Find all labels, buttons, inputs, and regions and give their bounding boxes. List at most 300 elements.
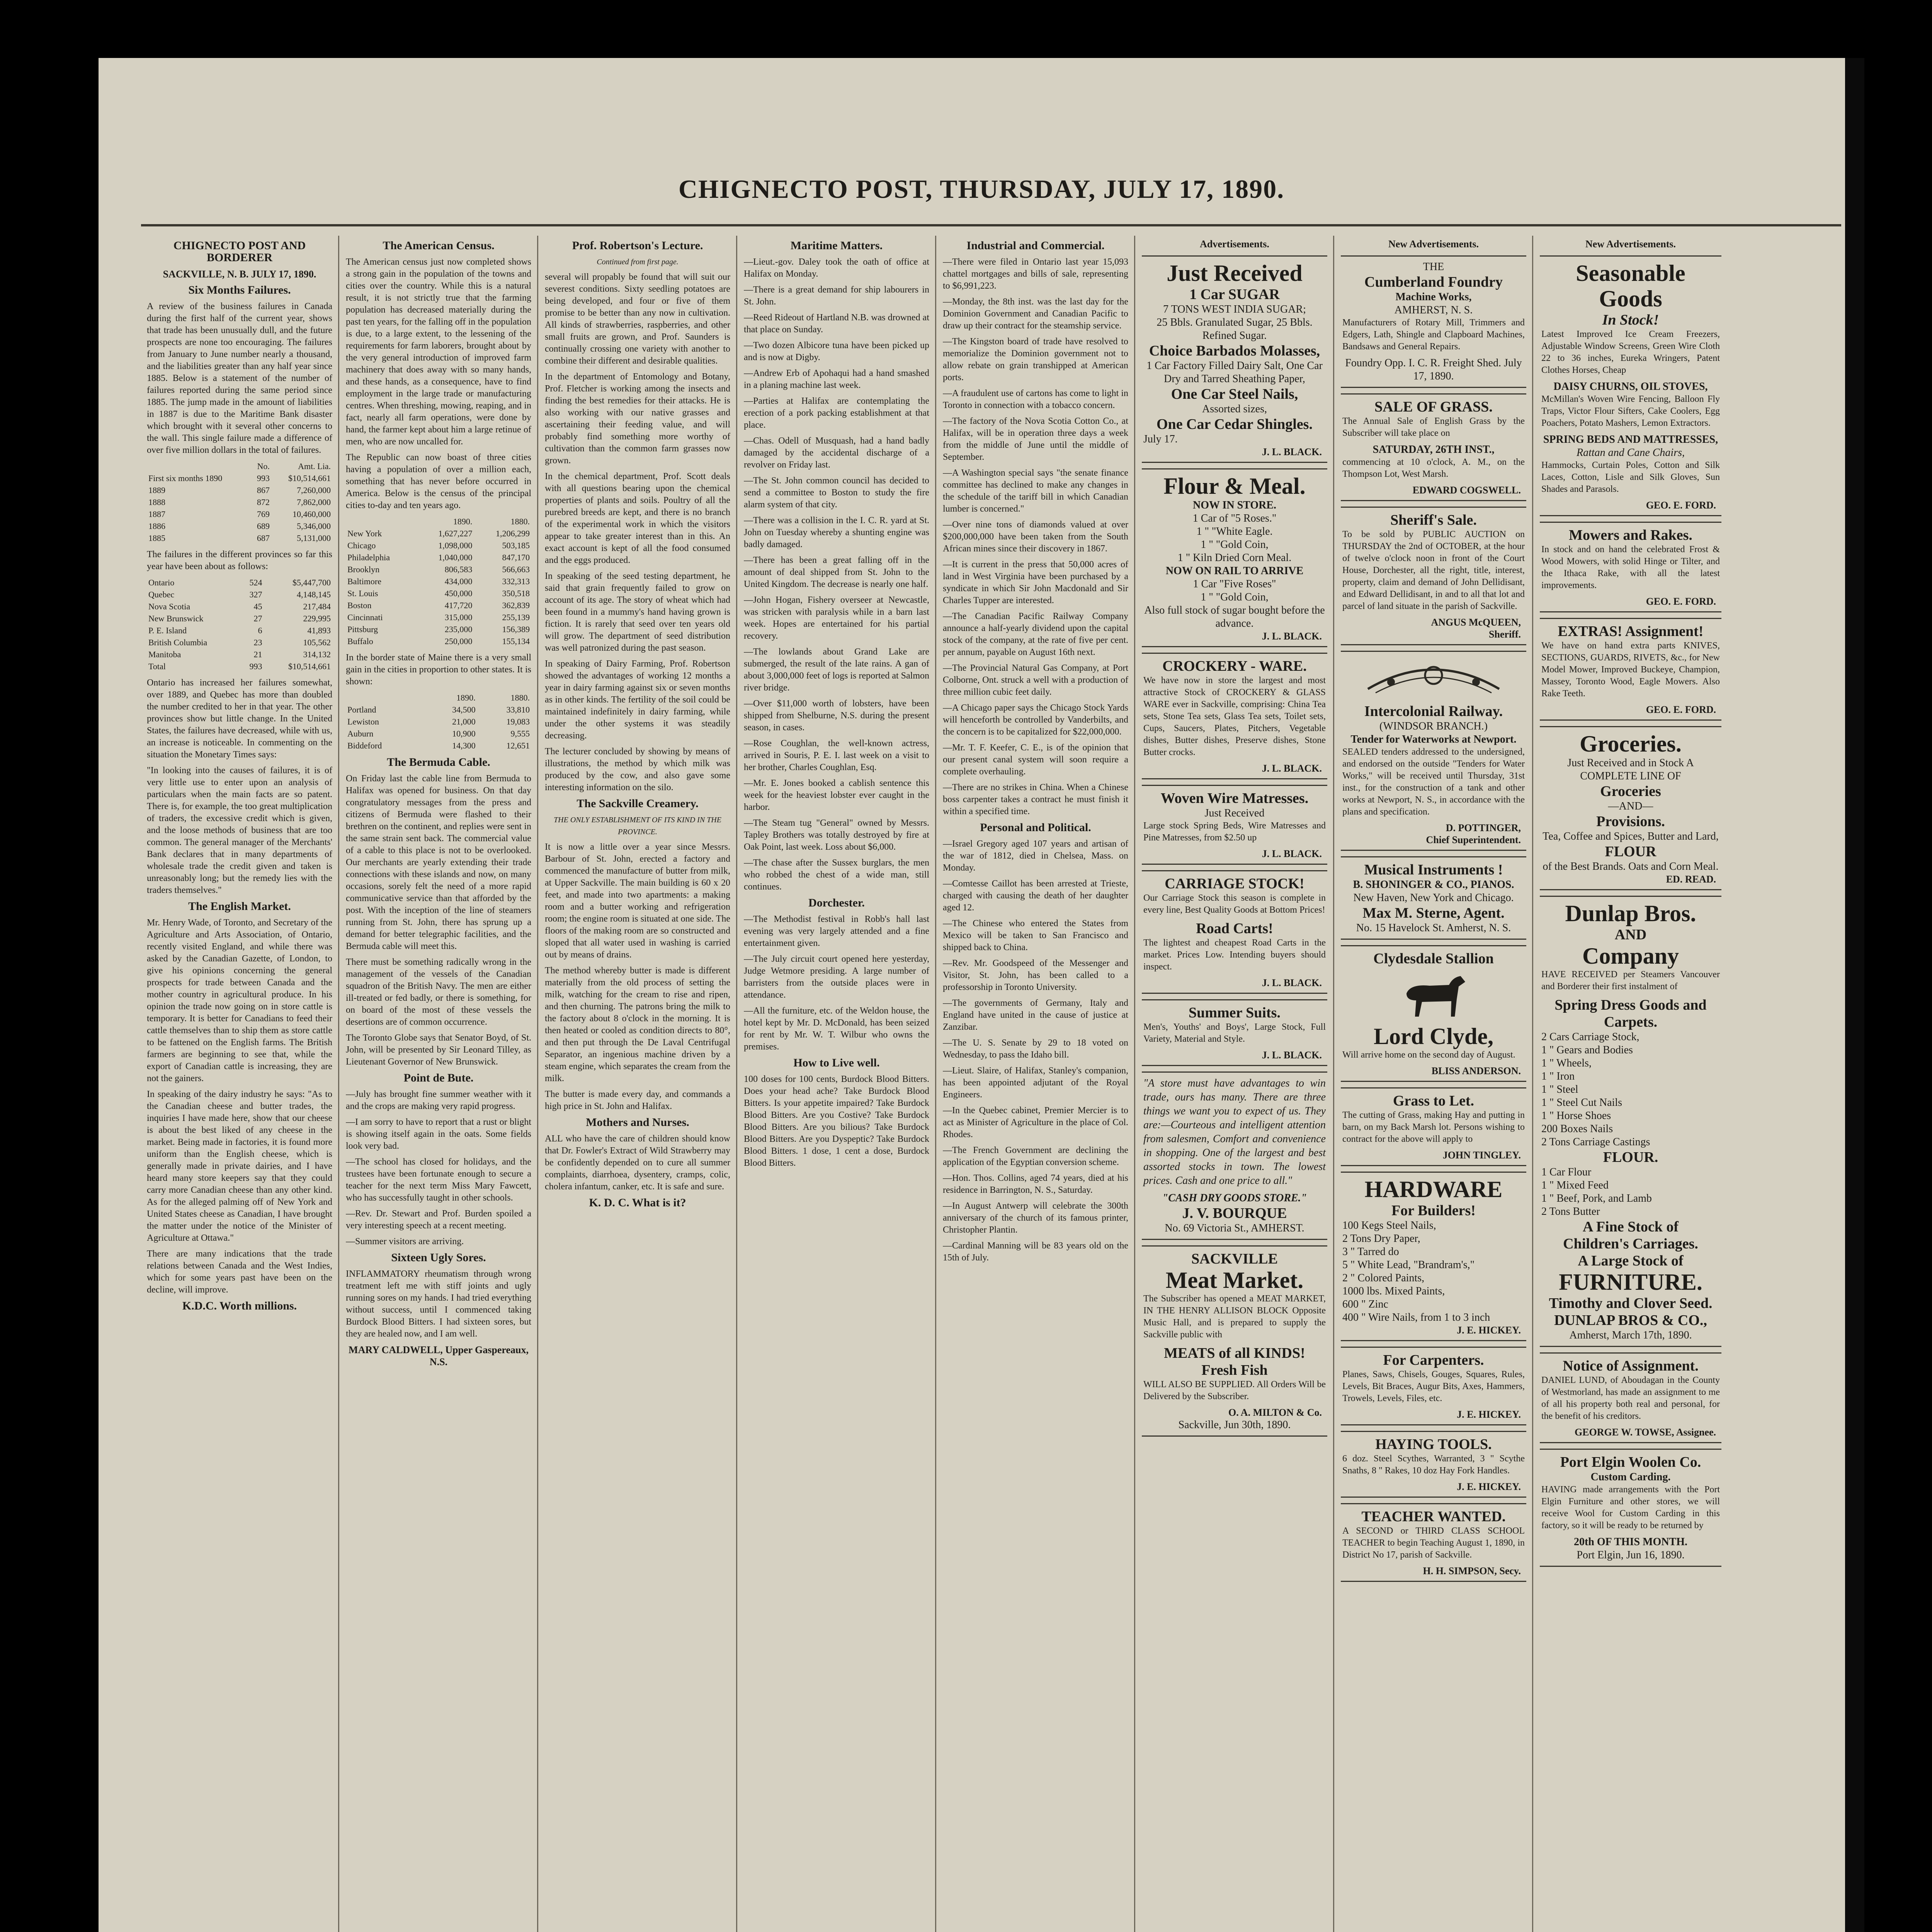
article-paragraph: The method whereby butter is made is different materially from the old process of setting the milk, watching for the cream to rise and ripen, and then churning. The patrons bring the milk to the factory about 8 o'clock in the morning. It is then heated or cooled as condition directs to 80°, and then put through the De Laval Centrifugal Separator, an ingenious machine driven by a steam engine, which separates the cream from the milk.: [545, 966, 730, 1083]
article-paragraph: Ontario has increased her failures somewhat, over 1889, and Quebec has more than doubled the number credited to her in that year. The other provinces show but little change. In the United States, the failures have decreased, while with us, an increase is noticeable. In commenting on the situation the Monetary Times says:: [147, 678, 332, 760]
table-cell: Manitoba: [148, 650, 181, 659]
article-title: The American Census.: [383, 239, 495, 252]
article-paragraph: "In looking into the causes of failures, it is of very little use to enter upon an analysis of particulars when the main facts are so patent. There is, for example, the too great multiplication of traders, the excessive credit which is given, and the loose methods of business that are too common. The general manager of the Merchants' Bank declares that in many departments of wholesale trade the credit given and taken is unreasonably long; but the remedy lies with the traders themselves.": [147, 765, 332, 895]
table-cell: 6: [258, 626, 262, 635]
ad-title: Intercolonial Railway.: [1364, 703, 1503, 719]
table-cell: Portland: [347, 705, 376, 714]
ad-title: HARDWARE: [1364, 1177, 1503, 1202]
article-title: The Bermuda Cable.: [387, 756, 490, 769]
table-row: [147, 600, 332, 612]
ad-railway: [1341, 651, 1526, 851]
ad-body: We have now in store the largest and most attractive Stock of CROCKERY & GLASS WARE ever in Sackville, comprising: China Tea sets, Stone Tea sets, Glass Tea sets, Toilet sets, Cups, Saucers, Plates, Pitchers, Vegetable dishes, Butter dishes, Preserve dishes, Stone Butter crocks.: [1143, 675, 1326, 757]
ad-title: Lord Clyde,: [1373, 1024, 1494, 1049]
ad-body: SEALED tenders addressed to the undersigned, and endorsed on the outside "Tenders for Water Works," will be received until Thursday, 31st inst., for the construction of a tank and other works at Newport, N. S., in accordance with the plans and specification.: [1342, 747, 1525, 817]
news-item: —Lieut. Slaire, of Halifax, Stanley's companion, has been appointed adjutant of the Royal Engineers.: [943, 1066, 1128, 1100]
table-row: [147, 577, 332, 588]
ad-line: SPRING BEDS AND MATTRESSES,: [1543, 434, 1718, 446]
table-row: [147, 624, 332, 636]
ad-title: Grass to Let.: [1393, 1093, 1475, 1109]
news-item: —In the Quebec cabinet, Premier Mercier is to act as Minister of Agriculture in the place of Col. Rhodes.: [943, 1105, 1128, 1139]
ad-hardware: [1341, 1172, 1526, 1341]
ad-haying-tools: [1341, 1431, 1526, 1498]
ad-stallion: [1341, 945, 1526, 1082]
ad-title: Notice of Assignment.: [1563, 1358, 1699, 1374]
paper-heading: CHIGNECTO POST AND BORDERER: [173, 239, 306, 264]
ad-foundry: [1341, 255, 1526, 388]
table-cell: 566,663: [502, 565, 530, 574]
table-cell: 21: [253, 650, 262, 659]
dateline: SACKVILLE, N. B. JULY 17, 1890.: [163, 269, 316, 280]
ad-signature: J. L. BLACK.: [1262, 1049, 1322, 1061]
ad-signature: DUNLAP BROS & CO.,: [1554, 1312, 1707, 1328]
table-cell: Baltimore: [347, 577, 381, 586]
table-cell: 417,720: [444, 600, 473, 610]
ad-body: commencing at 10 o'clock, A. M., on the Thompson Lot, West Marsh.: [1342, 457, 1525, 479]
ad-body: A SECOND or THIRD CLASS SCHOOL TEACHER to begin Teaching August 1, 1890, in District No 17, parish of Sackville.: [1342, 1526, 1525, 1560]
ad-line: 2 " Colored Paints,: [1342, 1272, 1425, 1284]
ad-subtitle: NOW IN STORE.: [1192, 499, 1277, 511]
article-paragraph: In the chemical department, Prof. Scott deals with all questions bearing upon the chemical properties of plants and soils. Poultry of all the purebred breeds are kept, and there is no branch of the experimental work in which the visitors appear to take greater interest than in this. An exact account is kept of all the food consumed and the eggs produced.: [545, 471, 730, 565]
railway-crest-icon: [1360, 658, 1507, 701]
ad-line: Rattan and Cane Chairs,: [1576, 447, 1685, 459]
table-row: [147, 636, 332, 648]
article-title: Industrial and Commercial.: [966, 239, 1105, 252]
masthead: CHIGNECTO POST, THURSDAY, JULY 17, 1890.: [678, 174, 1285, 204]
column-6: [1142, 236, 1327, 1932]
ad-sheriffs-sale: [1341, 507, 1526, 645]
ad-signature: GEO. E. FORD.: [1646, 704, 1716, 715]
table-cell: 45: [253, 602, 262, 611]
table-row: [346, 551, 531, 563]
ad-title: Road Carts!: [1196, 920, 1273, 937]
ad-assignment: [1540, 1352, 1721, 1443]
section-title: New Advertisements.: [1388, 238, 1479, 250]
table-cell: 362,839: [502, 600, 530, 610]
table-row: [346, 599, 531, 611]
ad-signature: J. L. BLACK.: [1262, 977, 1322, 988]
ad-line: One Car Steel Nails,: [1171, 386, 1298, 402]
ad-line: 1 " Mixed Feed: [1541, 1179, 1609, 1191]
news-item: —Rev. Mr. Goodspeed of the Messenger and Visitor, St. John, has been called to a professorship in Toronto University.: [943, 958, 1128, 992]
column-rule: [736, 236, 737, 1932]
ad-mowers: [1540, 522, 1721, 612]
ad-signature: JOHN TINGLEY.: [1442, 1150, 1521, 1161]
maine-table: [346, 692, 531, 752]
column-rule: [1532, 236, 1533, 1932]
news-item: —Summer visitors are arriving.: [346, 1236, 464, 1247]
table-row: [346, 563, 531, 575]
table-cell: 806,583: [444, 565, 473, 574]
ad-line: 1 Car "Five Roses": [1193, 578, 1276, 590]
table-cell: 993: [249, 662, 262, 671]
ad-line: 5 " White Lead, "Brandram's,": [1342, 1259, 1475, 1271]
table-cell: 19,083: [506, 717, 530, 726]
article-paragraph: The lecturer concluded by showing by means of illustrations, the method by which milk was produced by the cow, and also gave some interesting information on the silo.: [545, 747, 730, 793]
article-paragraph: The Republic can now boast of three cities having a population of over a million each, something that has never before occurred in America. Below is the census of the principal cities to-day and ten years ago.: [346, 452, 531, 510]
news-item: —A fraudulent use of cartons has come to light in Toronto in connection with a tobacco concern.: [943, 388, 1128, 410]
table-row: [346, 728, 531, 740]
ad-body: McMillan's Woven Wire Fencing, Balloon Fly Traps, Victor Flour Sifters, Cake Coolers, Egg Poachers, Potato Mashers, Lemon Extractors.: [1541, 394, 1720, 428]
ad-body: Our Carriage Stock this season is complete in every line, Best Quality Goods at Bottom Prices!: [1143, 893, 1326, 915]
ad-body: Men's, Youths' and Boys', Large Stock, Full Variety, Material and Style.: [1143, 1022, 1326, 1044]
article-paragraph: In the department of Entomology and Botany, Prof. Fletcher is working among the insects and finding the best remedies for their attacks. He is also working with our native grasses and ascertaining their feeding value, and will probably find something more worthy of cultivation than the common farm grasses now grown.: [545, 372, 730, 466]
table-header-cell: [346, 692, 423, 704]
article-paragraph: In speaking of the dairy industry he says: "As to the Canadian cheese and butter trades, the inquiries I have made here, show that our cheese is about the best liked of any cheese in the market. Being made in factories, it is found more uniform than the English cheese, which is generally made in private dairies, and I have heard many store keepers say that they could carry more Canadian cheese than any other kind. As for the alleged palming off of New York and United States cheese as Canadian, I have brought the matter under the notice of the Minister of Agriculture at Ottawa.": [147, 1089, 332, 1243]
ad-signature: GEORGE W. TOWSE, Assignee.: [1574, 1427, 1716, 1438]
table-header-cell: Amt. Lia.: [298, 461, 331, 471]
table-cell: 314,132: [303, 650, 331, 659]
ad-signature: J. V. BOURQUE: [1182, 1205, 1287, 1221]
census-table: [346, 515, 531, 647]
ad-line: Company: [1582, 943, 1679, 969]
ad-title: Meat Market.: [1165, 1267, 1304, 1293]
table-cell: 867: [257, 485, 270, 495]
news-item: —The July circuit court opened here yesterday, Judge Wetmore presiding. A large number of barristers from the outside places were in attendance.: [744, 954, 929, 1000]
column-2: [346, 236, 531, 1932]
ad-title: EXTRAS! Assignment!: [1558, 623, 1704, 639]
table-cell: 687: [257, 533, 270, 543]
ad-body: WILL ALSO BE SUPPLIED. All Orders Will be Delivered by the Subscriber.: [1143, 1379, 1326, 1401]
ad-title: Summer Suits.: [1189, 1005, 1281, 1021]
table-cell: 524: [249, 578, 262, 587]
table-cell: 327: [249, 590, 262, 599]
table-cell: $5,447,700: [293, 578, 331, 587]
news-item: —The U. S. Senate by 29 to 18 voted on Wednesday, to pass the Idaho bill.: [943, 1038, 1128, 1060]
column-rule: [1134, 236, 1135, 1932]
table-cell: 769: [257, 509, 270, 519]
ad-title: Dunlap Bros.: [1565, 901, 1696, 926]
ad-meat-market: [1142, 1245, 1327, 1437]
footer-ad: K. D. C. What is it?: [589, 1196, 686, 1209]
newspaper-page: [99, 58, 1864, 1932]
column-rule: [537, 236, 538, 1932]
ad-title: For Carpenters.: [1383, 1352, 1484, 1368]
ad-line: 1 Car Factory Filled Dairy Salt, One Car Dry and Tarred Sheathing Paper,: [1146, 360, 1323, 385]
ad-signature: GEO. E. FORD.: [1646, 596, 1716, 607]
ad-line: 400 " Wire Nails, from 1 to 3 inch: [1342, 1311, 1490, 1323]
ad-date: Port Elgin, Jun 16, 1890.: [1577, 1549, 1685, 1561]
table-cell: 10,460,000: [293, 509, 331, 519]
article-title: Prof. Robertson's Lecture.: [572, 239, 703, 252]
ad-body: 100 doses for 100 cents, Burdock Blood Bitters. Does your head ache? Take Burdock Blood Bitters. Is your appetite impaired? Take Burdock Blood Bitters. Are you Costive? Take Burdock Blood Bitters. Are you bilious? Take Burdock Blood Bitters. Are you Dyspeptic? Take Burdock Blood Bitters. 1 dose, 1 cent a dose, Burdock Blood Bitters.: [744, 1074, 929, 1168]
table-cell: Boston: [347, 600, 372, 610]
column-rule: [338, 236, 339, 1932]
table-cell: 155,134: [502, 636, 530, 646]
table-header-row: [346, 692, 531, 704]
ad-title: Just Received: [1167, 260, 1303, 286]
news-item: —There is a great demand for ship labourers in St. John.: [744, 285, 929, 307]
ad-line: Children's Carriages.: [1563, 1236, 1698, 1252]
article-title: Six Months Failures.: [188, 284, 291, 296]
ad-body: The cutting of Grass, making Hay and putting in barn, on my Back Marsh lot. Persons wishing to contract for the above will apply to: [1342, 1110, 1525, 1144]
ad-body: The Subscriber has opened a MEAT MARKET, IN THE HENRY ALLISON BLOCK Opposite Music Hall, and is prepared to supply the Sackville public with: [1143, 1294, 1326, 1340]
ad-dry-goods: [1142, 1071, 1327, 1240]
article-title: The Sackville Creamery.: [577, 797, 699, 810]
ad-signature: J. E. HICKEY.: [1457, 1325, 1521, 1336]
table-cell: New York: [347, 529, 382, 538]
ad-line: 1 " Beef, Pork, and Lamb: [1541, 1192, 1652, 1204]
news-item: —The Methodist festival in Robb's hall last evening was very largely attended and a fine entertainment given.: [744, 914, 929, 948]
ad-flour: [1142, 468, 1327, 647]
article-title: Mothers and Nurses.: [586, 1116, 689, 1129]
ad-body: In stock and on hand the celebrated Frost & Wood Mowers, with solid Hinge or Tilter, and the Ithaca Rake, with all the latest improvements.: [1541, 544, 1720, 590]
article-title: Maritime Matters.: [790, 239, 883, 252]
table-header-cell: 1890.: [453, 517, 473, 526]
table-header-cell: 1880.: [510, 693, 530, 702]
ad-line: 7 TONS WEST INDIA SUGAR;: [1163, 303, 1306, 315]
ad-line: 1 Car Flour: [1541, 1166, 1592, 1178]
table-cell: $10,514,661: [288, 662, 331, 671]
ad-body: Latest Improved Ice Cream Freezers, Adjustable Window Screens, Green Wire Cloth 22 to 36 inches, Eureka Wringers, Patent Clothes Horses, Cheap: [1541, 329, 1720, 375]
table-header-cell: No.: [257, 461, 270, 471]
ad-body: We have on hand extra parts KNIVES, SECTIONS, GUARDS, RIVETS, &c., for New Model Mower, Improved Buckeye, Champion, Massey, Toronto Wood, Eagle Mowers. Also Rake Teeth.: [1541, 641, 1720, 699]
table-cell: Ontario: [148, 578, 175, 587]
article-subtitle: Continued from first page.: [597, 258, 679, 266]
ad-line: 1 " Steel Cut Nails: [1541, 1097, 1622, 1109]
ad-matresses: [1142, 785, 1327, 865]
ad-extras: [1540, 618, 1721, 721]
ad-title: HAYING TOOLS.: [1375, 1436, 1492, 1452]
table-cell: Buffalo: [347, 636, 373, 646]
table-cell: Auburn: [347, 729, 374, 738]
table-cell: 105,562: [303, 638, 331, 647]
news-item: —A Chicago paper says the Chicago Stock Yards will henceforth be controlled by Vanderbilts, and the concern is to be capitalized for $22,000,000.: [943, 703, 1128, 737]
table-cell: 1889: [148, 485, 165, 495]
news-item: —Israel Gregory aged 107 years and artisan of the war of 1812, died in Chelsea, Mass. on Monday.: [943, 839, 1128, 873]
table-cell: 156,389: [502, 624, 530, 634]
ad-address: No. 69 Victoria St., AMHERST.: [1165, 1222, 1304, 1234]
news-item: —The Canadian Pacific Railway Company announce a half-yearly dividend upon the capital stock of the company, at the rate of five per cent. per annum, payable on August 16th next.: [943, 611, 1128, 657]
table-cell: Quebec: [148, 590, 175, 599]
ad-signature: MARY CALDWELL, Upper Gaspereaux, N.S.: [349, 1344, 529, 1367]
news-item: —Two dozen Albicore tuna have been picked up and is now at Digby.: [744, 340, 929, 362]
table-cell: First six months 1890: [148, 473, 223, 483]
article-paragraph: There must be something radically wrong in the management of the vessels of the Canadian squadron of the British Navy. The men are either ill-treated or fed badly, or there is something, for on board of the most of these vessels the desertions are of common occurrence.: [346, 957, 531, 1027]
table-cell: 872: [257, 497, 270, 507]
news-item: —Mr. T. F. Keefer, C. E., is of the opinion that our present canal system will soon require a complete overhauling.: [943, 743, 1128, 777]
table-row: [346, 623, 531, 635]
ad-signature: EDWARD COGSWELL.: [1412, 485, 1521, 496]
article-subtitle: THE ONLY ESTABLISHMENT OF ITS KIND IN THE PROVINCE.: [554, 816, 721, 836]
ad-line: Assorted sizes,: [1202, 403, 1267, 415]
ad-subtitle: For Builders!: [1391, 1202, 1476, 1219]
news-item: —The factory of the Nova Scotia Cotton Co., at Halifax, will be in operation three days a week from the middle of June until the middle of September.: [943, 416, 1128, 462]
table-cell: 1887: [148, 509, 165, 519]
ad-line: Provisions.: [1596, 813, 1665, 830]
table-row: [147, 612, 332, 624]
ad-title: Woven Wire Matresses.: [1160, 790, 1309, 806]
section-title: Advertisements.: [1200, 238, 1269, 250]
ad-store: "CASH DRY GOODS STORE.": [1162, 1192, 1307, 1204]
news-item: —The lowlands about Grand Lake are submerged, the result of the late rains. A gan of about 3,000,000 feet of logs is reported at Salmon river bridge.: [744, 647, 929, 693]
ad-woolen: [1540, 1449, 1721, 1567]
ad-signature-title: Sheriff.: [1488, 629, 1521, 640]
table-cell: 689: [257, 521, 270, 531]
table-header-row: [346, 515, 531, 527]
table-row: [346, 575, 531, 587]
ad-body: Will arrive home on the second day of August.: [1342, 1050, 1515, 1060]
news-item: —There was a collision in the I. C. R. yard at St. John on Tuesday whereby a shunting engine was badly damaged.: [744, 515, 929, 549]
ad-body: "A store must have advantages to win trade, ours has many. There are three things we want you to expect of us. They are:—Courteous and intelligent attention from salesmen, Comfort and convenience in shopping. One of the largest and best assorted stocks in town. The lowest prices. Cash and one price to all.": [1143, 1077, 1326, 1187]
table-cell: 7,862,000: [297, 497, 331, 507]
table-cell: 10,900: [452, 729, 476, 738]
news-item: —Rev. Dr. Stewart and Prof. Burden spoiled a very interesting speech at a recent meeting.: [346, 1209, 531, 1231]
ad-title: SALE OF GRASS.: [1374, 399, 1493, 415]
ad-carriage: [1142, 870, 1327, 994]
ad-address: No. 15 Havelock St. Amherst, N. S.: [1356, 922, 1511, 934]
ad-line: New Haven, New York and Chicago.: [1353, 892, 1514, 904]
ad-line: 1 " Wheels,: [1541, 1057, 1592, 1069]
ad-seasonable-goods: [1540, 255, 1721, 516]
ad-signature: J. E. HICKEY.: [1457, 1409, 1521, 1420]
ad-line: DAISY CHURNS, OIL STOVES,: [1553, 381, 1708, 393]
ad-line: 1 " "Gold Coin,: [1201, 539, 1269, 551]
failures-table: [147, 460, 332, 544]
table-row: [346, 527, 531, 539]
table-cell: 450,000: [444, 588, 473, 598]
table-row: [346, 704, 531, 716]
news-item: —Rose Coughlan, the well-known actress, arrived in Souris, P. E. I. last week on a visit to her brother, Charles Coughlan, Esq.: [744, 738, 929, 772]
table-row: [147, 588, 332, 600]
ad-signature: J. L. BLACK.: [1262, 446, 1322, 457]
ad-line: 100 Kegs Steel Nails,: [1342, 1219, 1436, 1231]
horse-icon: [1395, 970, 1472, 1020]
table-cell: Cincinnati: [347, 612, 383, 622]
table-cell: 847,170: [502, 553, 530, 562]
ad-signature: ED. READ.: [1666, 874, 1716, 885]
table-row: [346, 716, 531, 728]
table-cell: 255,139: [502, 612, 530, 622]
article-paragraph: The butter is made every day, and commands a high price in St. John and Halifax.: [545, 1089, 730, 1111]
news-item: —Monday, the 8th inst. was the last day for the Dominion Government and Canadian Pacific to draw up their contract for the steamship service.: [943, 297, 1128, 331]
ad-line: 2 Tons Dry Paper,: [1342, 1233, 1420, 1245]
ad-sugar: [1142, 255, 1327, 463]
ad-line: 1 " "White Eagle.: [1196, 526, 1273, 537]
ad-grass-sale: [1341, 393, 1526, 501]
ad-line: Tender for Waterworks at Newport.: [1350, 733, 1517, 745]
column-8: [1540, 236, 1721, 1932]
table-cell: 235,000: [444, 624, 473, 634]
ad-subtitle: Just Received and in Stock A COMPLETE LINE OF: [1567, 757, 1694, 782]
table-row: [147, 532, 332, 544]
ad-title: How to Live well.: [793, 1056, 880, 1069]
ad-line: Also full stock of sugar bought before the advance.: [1144, 604, 1325, 629]
ad-line: Choice Barbados Molasses,: [1149, 343, 1320, 359]
ad-line: AMHERST, N. S.: [1394, 304, 1473, 316]
ad-signature: J. L. BLACK.: [1262, 763, 1322, 774]
article-title: Point de Bute.: [403, 1071, 474, 1084]
ad-title: CROCKERY - WARE.: [1162, 658, 1307, 674]
table-cell: Total: [148, 662, 166, 671]
ad-line: 3 " Tarred do: [1342, 1246, 1399, 1258]
ad-line: Timothy and Clover Seed.: [1549, 1295, 1713, 1311]
ad-line: One Car Cedar Shingles.: [1156, 416, 1313, 432]
ad-signature: J. L. BLACK.: [1262, 848, 1322, 859]
ad-line: Max M. Sterne, Agent.: [1362, 905, 1505, 921]
ad-musical: [1341, 856, 1526, 940]
ad-title: Sixteen Ugly Sores.: [391, 1251, 486, 1264]
ad-line: 20th OF THIS MONTH.: [1573, 1536, 1688, 1548]
ad-subtitle: In Stock!: [1602, 312, 1659, 328]
ad-body: Manufacturers of Rotary Mill, Trimmers and Edgers, Lath, Shingle and Clapboard Machines, Bandsaws and General Repairs.: [1342, 318, 1525, 352]
ad-line: Groceries: [1600, 783, 1661, 799]
article-paragraph: In speaking of the seed testing department, he said that grain frequently failed to grow on account of its age. The story of wheat which had been found in a mummy's hand having grown is fiction. It is rarely that seed over ten years old will grow. The department of seed distribution was well patronized during the past season.: [545, 571, 730, 653]
ad-line: 600 " Zinc: [1342, 1298, 1388, 1310]
column-rule: [935, 236, 936, 1932]
ad-line: 1 " Kiln Dried Corn Meal.: [1177, 552, 1292, 564]
table-cell: 229,995: [303, 614, 331, 623]
article-paragraph: several will propably be found that will suit our severest conditions. Sixty seedling potatoes are being developed, and four or five of them promise to be better than any now in cultivation. All kinds of strawberries, raspberries, and other small fruits are grown, and Prof. Saunders is continually crossing one variety with another to combine their different and desirable qualities.: [545, 272, 730, 366]
news-item: —Hon. Thos. Collins, aged 74 years, died at his residence in Barrington, N. S., Saturday.: [943, 1173, 1128, 1195]
ad-crockery: [1142, 653, 1327, 779]
table-cell: 7,260,000: [297, 485, 331, 495]
article-paragraph: The American census just now completed shows a strong gain in the population of the towns and cities over the country. While this is a natural result, it is not strictly true that the farming population has decreased materially during the past ten years, for the falling off in the population is due, to a large extent, to the lessening of the requirements for farm laborers, brought about by the very general introduction of improved farm machinery that does away with so many hands, and these hands, as a consequence, have to find employment in the large trade or manufacturing centres. When threshing, mowing, reaping, and in fact, nearly all farm operations, were done by hand, the farmer kept about him a large retinue of men, who are now uncalled for.: [346, 257, 531, 447]
ad-body: The lightest and cheapest Road Carts in the market. Prices Low. Intending buyers should inspect.: [1143, 938, 1326, 972]
article-paragraph: There are many indications that the trade relations between Canada and the West Indies, which for some years past have been on the decline, will improve.: [147, 1249, 332, 1295]
table-row: [147, 508, 332, 520]
ad-title: Sheriff's Sale.: [1390, 512, 1477, 528]
ad-line: 1 " Gears and Bodies: [1541, 1044, 1633, 1056]
provinces-table: [147, 577, 332, 672]
table-row: [346, 611, 531, 623]
table-cell: 4,148,145: [297, 590, 331, 599]
ad-carpenters: [1341, 1347, 1526, 1425]
ad-date: Sackville, Jun 30th, 1890.: [1178, 1419, 1291, 1431]
ad-subtitle: Just Received: [1204, 807, 1265, 819]
news-item: —Parties at Halifax are contemplating the erection of a pork packing establishment at that place.: [744, 396, 929, 430]
ad-line: Machine Works,: [1395, 291, 1472, 303]
column-1: [147, 236, 332, 1932]
table-cell: 9,555: [510, 729, 530, 738]
ad-date: SATURDAY, 26TH INST.,: [1372, 444, 1495, 456]
table-cell: 23: [253, 638, 262, 647]
ad-line: A Large Stock of: [1578, 1253, 1684, 1269]
table-row: [147, 648, 332, 660]
ad-line: 1 " Horse Shoes: [1541, 1110, 1611, 1122]
ad-line: 1000 lbs. Mixed Paints,: [1342, 1285, 1445, 1297]
ad-title: SACKVILLE: [1191, 1251, 1278, 1267]
table-cell: 12,651: [506, 741, 530, 750]
ad-date: Amherst, March 17th, 1890.: [1569, 1329, 1692, 1341]
article-paragraph: The failures in the different provinces so far this year have been about as follows:: [147, 549, 332, 571]
table-cell: 1,206,299: [496, 529, 530, 538]
ad-dunlap: [1540, 896, 1721, 1347]
news-item: —There were filed in Ontario last year 15,093 chattel mortgages and bills of sale, representing to $6,991,223.: [943, 257, 1128, 291]
table-row: [346, 635, 531, 647]
ad-subtitle: Custom Carding.: [1590, 1471, 1671, 1483]
ad-title: Mowers and Rakes.: [1569, 527, 1692, 543]
article-paragraph: In speaking of Dairy Farming, Prof. Robertson showed the advantages of working 12 months a year in dairy farming against six or seven months as in other kinds. The fertility of the soil could be maintained indefinitely in dairy farming, while under the other systems it was steadily decreasing.: [545, 659, 730, 741]
news-item: —The Provincial Natural Gas Company, at Port Colborne, Ont. struck a well with a production of three million cubic feet daily.: [943, 663, 1128, 697]
table-cell: New Brunswick: [148, 614, 204, 623]
news-item: —Over nine tons of diamonds valued at over $200,000,000 have been taken from the South African mines since their discovery in 1867.: [943, 520, 1128, 554]
news-item: —The Steam tug "General" owned by Messrs. Tapley Brothers was totally destroyed by fire at Oak Point, last week. Loss about $6,000.: [744, 818, 929, 852]
ad-line: 200 Boxes Nails: [1541, 1123, 1613, 1135]
news-item: —The school has closed for holidays, and the trustees have been fortunate enough to secure a teacher for the next term Miss Mary Fawcett, who has successfully taught in other schools.: [346, 1157, 531, 1203]
table-cell: 1886: [148, 521, 165, 531]
ad-title: CARRIAGE STOCK!: [1165, 876, 1304, 892]
table-header-cell: [147, 460, 250, 472]
ad-title: Cumberland Foundry: [1364, 274, 1503, 290]
news-item: —There are no strikes in China. When a Chinese boss carpenter takes a contract he must finish it within a specified time.: [943, 782, 1128, 816]
footer-ad: K.D.C. Worth millions.: [182, 1299, 297, 1312]
news-item: —July has brought fine summer weather with it and the crops are making very rapid progress.: [346, 1089, 531, 1111]
table-row: [147, 520, 332, 532]
page-edge: [1845, 58, 1864, 1932]
table-row: [346, 539, 531, 551]
ad-line: B. SHONINGER & CO., PIANOS.: [1353, 879, 1514, 891]
table-cell: 5,346,000: [297, 521, 331, 531]
